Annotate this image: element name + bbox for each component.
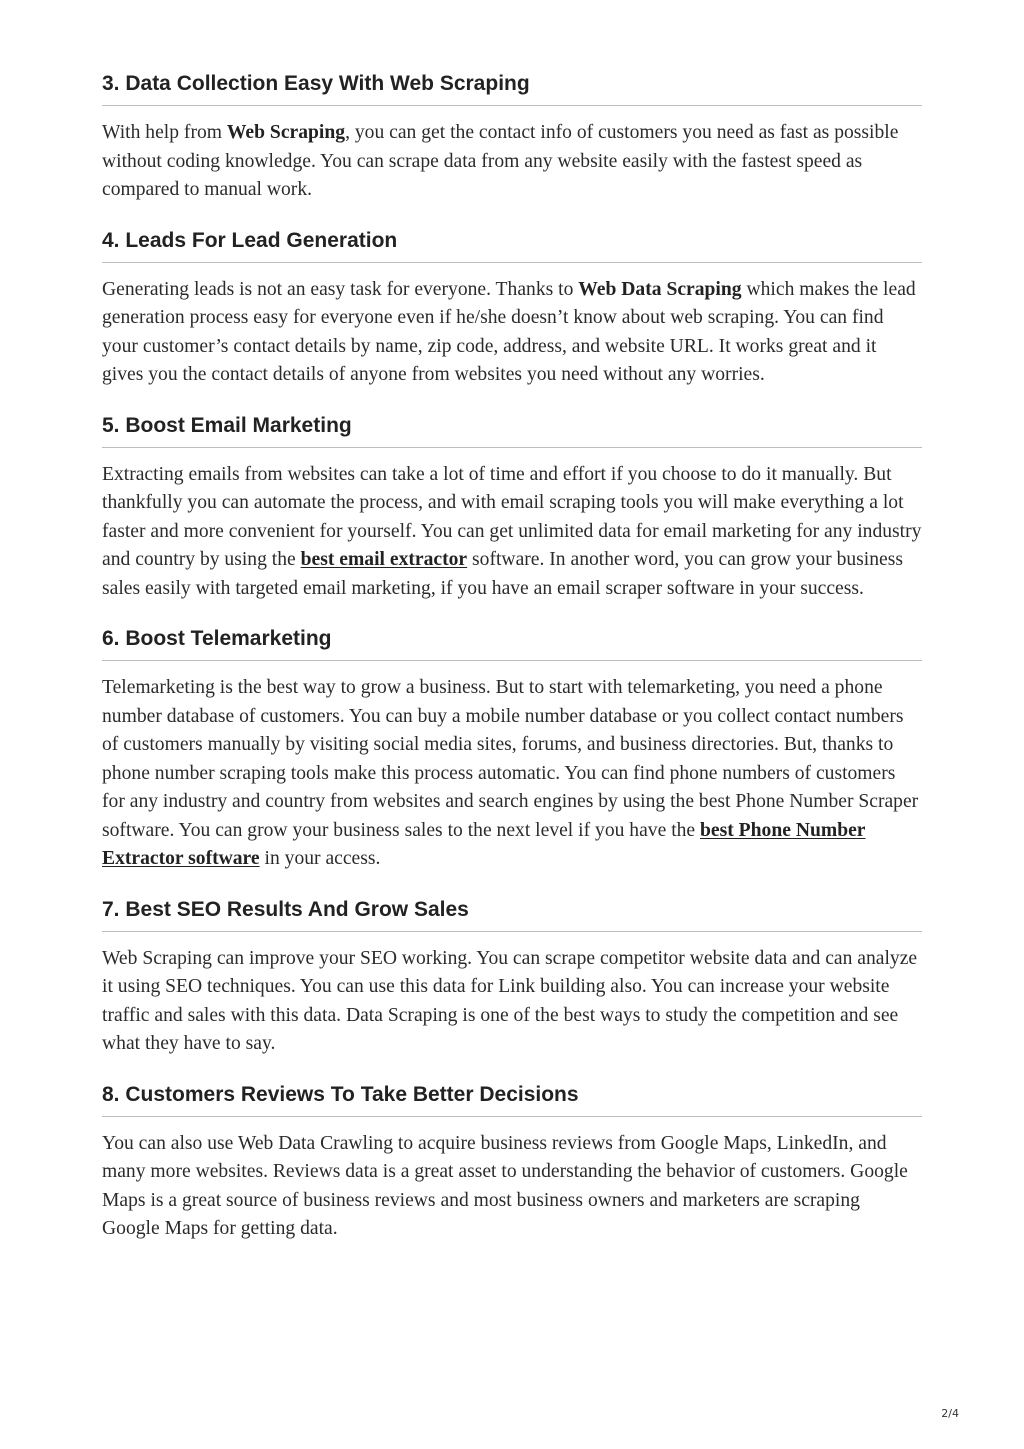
section-heading: 3. Data Collection Easy With Web Scraping: [102, 71, 922, 106]
section-paragraph: [102, 1130, 922, 1244]
section-heading: 5. Boost Email Marketing: [102, 413, 922, 448]
paragraph-text: Generating leads is not an easy task for everyone. Thanks to: [102, 278, 579, 300]
paragraph-text: software. In another word, you can grow your business sales easily with targeted email marketing, if you have an email scraper software in your success.: [102, 549, 903, 599]
bold-term: Web Scraping: [226, 122, 346, 143]
section-paragraph: [102, 276, 922, 390]
paragraph-text: in your access.: [259, 848, 381, 869]
section-telemarketing: [102, 626, 922, 874]
paragraph-text: Telemarketing is the best way to grow a business. But to start with telemarketing, you need a phone number database of customers. You can buy a mobile number database or you collect contact numbers of customers manually by visiting social media sites, forums, and business directories. But, thanks to phone number scraping tools make this process automatic. You can find phone numbers of customers for any industry and country from websites and search engines by using the best Phone Number Scraper software. You can grow your business sales to the next level if you have the: [102, 677, 919, 841]
paragraph-text: which makes the lead generation process easy for everyone even if he/she doesn’t know about web scraping. You can find your customer’s contact details by name, zip code, address, and website URL. It works great and it gives you the contact details of anyone from websites you need without any worries.: [102, 278, 916, 385]
phone-number-extractor-link[interactable]: best Phone Number Extractor software: [102, 819, 866, 869]
section-heading: 6. Boost Telemarketing: [102, 626, 922, 661]
section-seo-results: [102, 897, 922, 1059]
section-data-collection: [102, 71, 922, 205]
section-paragraph: [102, 119, 922, 205]
paragraph-text: With help from: [102, 122, 227, 143]
section-heading: 8. Customers Reviews To Take Better Decisions: [102, 1082, 922, 1117]
section-paragraph: [102, 945, 922, 1059]
section-email-marketing: [102, 413, 922, 604]
best-email-extractor-link[interactable]: best email extractor: [300, 549, 468, 570]
section-lead-generation: [102, 228, 922, 390]
section-heading: 7. Best SEO Results And Grow Sales: [102, 897, 922, 932]
paragraph-text: Extracting emails from websites can take a lot of time and effort if you choose to do it manually. But thankfully you can automate the process, and with email scraping tools you will make everything a lot faster and more convenient for yourself. You can get unlimited data for email marketing for any industry and country by using the: [102, 463, 922, 570]
section-paragraph: [102, 461, 922, 604]
paragraph-text: You can also use Web Data Crawling to acquire business reviews from Google Maps, LinkedIn, and many more websites. Reviews data is a great asset to understanding the behavior of customers. Google Maps is a great source of business reviews and most business owners and marketers are scraping Google Maps for getting data.: [102, 1132, 908, 1239]
document-page: [102, 71, 922, 1244]
paragraph-text: Web Scraping can improve your SEO working. You can scrape competitor website data and can analyze it using SEO techniques. You can use this data for Link building also. You can increase your website traffic and sales with this data. Data Scraping is one of the best ways to study the competition and see what they have to say.: [102, 947, 918, 1054]
bold-term: Web Data Scraping: [578, 278, 742, 300]
paragraph-text: , you can get the contact info of customers you need as fast as possible without coding knowledge. You can scrape data from any website easily with the fastest speed as compared to manual work.: [102, 122, 899, 200]
page-number: 2/4: [941, 1407, 959, 1420]
section-paragraph: [102, 674, 922, 874]
section-heading: 4. Leads For Lead Generation: [102, 228, 922, 263]
section-customer-reviews: [102, 1082, 922, 1244]
